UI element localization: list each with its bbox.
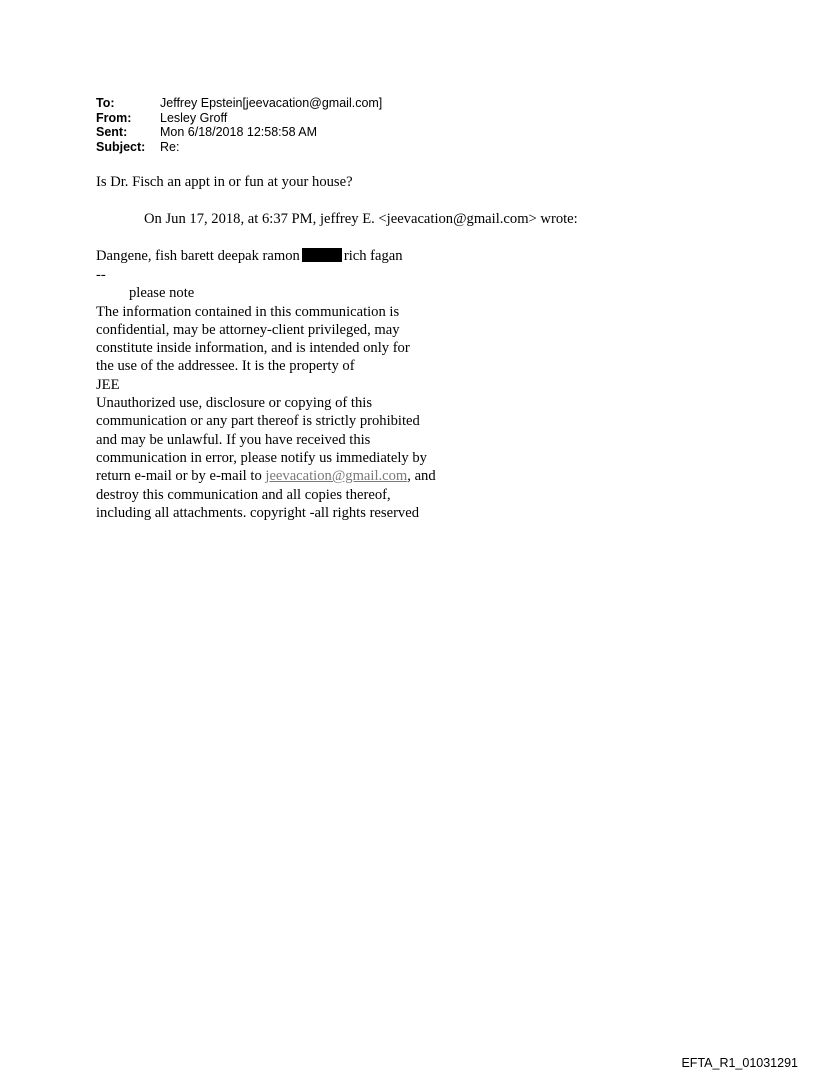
disclaimer-line: JEE — [96, 376, 120, 393]
names-before-redaction: Dangene, fish barett deepak ramon — [96, 248, 300, 264]
disclaimer-line: the use of the addressee. It is the property of — [96, 358, 355, 375]
return-line-suffix: , and — [407, 468, 436, 485]
disclaimer-line: The information contained in this communication is — [96, 303, 400, 320]
disclaimer-line: and may be unlawful. If you have received this — [96, 431, 371, 448]
quoted-names-line — [96, 247, 403, 265]
sent-row — [96, 125, 382, 140]
disclaimer-line: including all attachments. copyright -all rights reserved — [96, 504, 419, 521]
disclaimer-line: communication or any part thereof is strictly prohibited — [96, 413, 420, 430]
document-id: EFTA_R1_01031291 — [681, 1056, 798, 1070]
redaction-box — [302, 248, 342, 262]
disclaimer-line: communication in error, please notify us immediately by — [96, 449, 427, 466]
subject-row — [96, 140, 382, 155]
disclaimer-line: constitute inside information, and is intended only for — [96, 340, 410, 357]
names-after-redaction: rich fagan — [343, 248, 403, 264]
quote-attribution: On Jun 17, 2018, at 6:37 PM, jeffrey E. <jeevacation@gmail.com> wrote: — [144, 211, 578, 227]
return-line-prefix: return e-mail or by e-mail to — [96, 468, 266, 485]
signature-separator: -- — [96, 267, 106, 283]
email-header — [96, 96, 382, 154]
from-row — [96, 111, 382, 126]
disclaimer-line: please note — [129, 285, 195, 302]
sent-value: Mon 6/18/2018 12:58:58 AM — [160, 125, 318, 139]
from-label: From: — [96, 110, 132, 125]
from-value: Lesley Groff — [160, 110, 228, 125]
subject-label: Subject: — [96, 139, 146, 154]
signature-disclaimer — [96, 266, 436, 522]
sent-label: Sent: — [96, 125, 128, 139]
to-value: Jeffrey Epstein[jeevacation@gmail.com] — [160, 96, 383, 110]
to-row — [96, 96, 382, 111]
email-link[interactable]: jeevacation@gmail.com — [265, 468, 408, 485]
subject-value: Re: — [160, 139, 180, 154]
disclaimer-line: destroy this communication and all copies thereof, — [96, 486, 391, 503]
disclaimer-line: confidential, may be attorney-client privileged, may — [96, 321, 400, 338]
disclaimer-line: Unauthorized use, disclosure or copying of this — [96, 395, 373, 412]
reply-question: Is Dr. Fisch an appt in or fun at your house? — [96, 174, 353, 190]
to-label: To: — [96, 96, 115, 110]
disclaimer-return-line — [96, 467, 436, 485]
